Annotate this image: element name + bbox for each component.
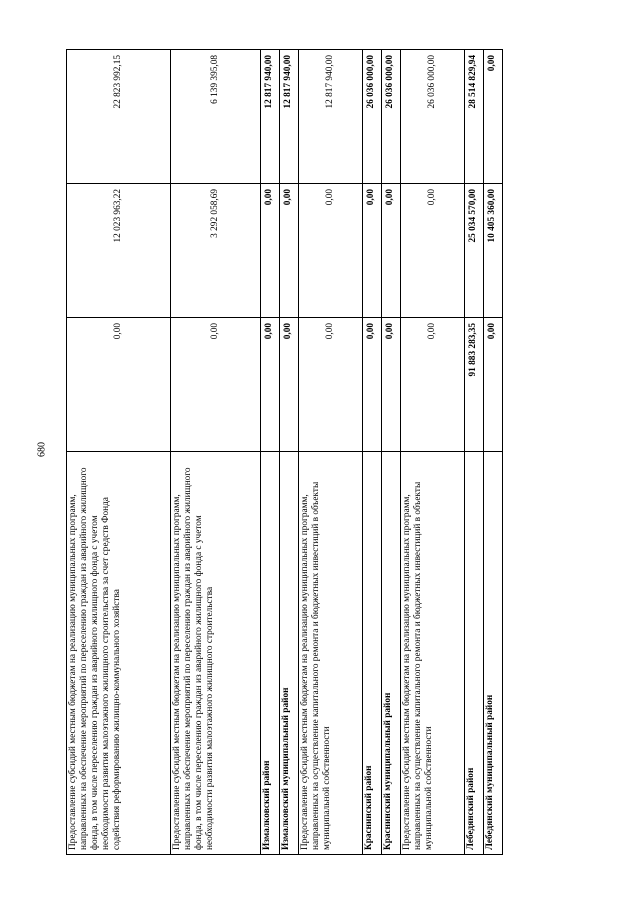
value-cell-1: 0,00 — [382, 318, 401, 452]
value-cell-1: 0,00 — [280, 318, 299, 452]
table-row — [382, 50, 401, 855]
value-cell-3: 12 817 940,00 — [299, 50, 363, 184]
table-row — [299, 50, 363, 855]
value-cell-1: 0,00 — [401, 318, 465, 452]
value-cell-1: 0,00 — [484, 318, 503, 452]
value-cell-3: 12 817 940,00 — [261, 50, 280, 184]
value-cell-2: 0,00 — [401, 184, 465, 318]
table-row — [484, 50, 503, 855]
value-cell-3: 28 514 829,94 — [465, 50, 484, 184]
row-name-cell: Измалковский район — [261, 452, 280, 855]
value-cell-2: 0,00 — [299, 184, 363, 318]
value-cell-2: 3 292 058,69 — [171, 184, 261, 318]
row-name-cell: Лебедянский район — [465, 452, 484, 855]
value-cell-3: 22 823 992,15 — [67, 50, 171, 184]
value-cell-2: 0,00 — [280, 184, 299, 318]
value-cell-3: 26 036 000,00 — [363, 50, 382, 184]
value-cell-2: 0,00 — [382, 184, 401, 318]
value-cell-3: 6 139 395,08 — [171, 50, 261, 184]
value-cell-2: 0,00 — [363, 184, 382, 318]
value-cell-1: 0,00 — [171, 318, 261, 452]
value-cell-3: 0,00 — [484, 50, 503, 184]
value-cell-1: 91 883 283,35 — [465, 318, 484, 452]
row-name-cell: Предоставление субсидий местным бюджетам на реализацию муниципальных программ, направленных на осуществление капитального ремонта и бюджетных инвестиций в объекты муниципальной собственности — [299, 452, 363, 855]
row-name-cell: Измалковский муниципальный район — [280, 452, 299, 855]
value-cell-2: 10 405 360,00 — [484, 184, 503, 318]
table-row — [67, 50, 171, 855]
value-cell-1: 0,00 — [67, 318, 171, 452]
table-row — [171, 50, 261, 855]
row-name-cell: Предоставление субсидий местным бюджетам на реализацию муниципальных программ, направленных на осуществление капитального ремонта и бюджетных инвестиций в объекты муниципальной собственности — [401, 452, 465, 855]
value-cell-2: 0,00 — [261, 184, 280, 318]
table-row — [465, 50, 484, 855]
row-name-cell: Краснинский район — [363, 452, 382, 855]
value-cell-1: 0,00 — [299, 318, 363, 452]
table-row — [363, 50, 382, 855]
row-name-cell: Лебедянский муниципальный район — [484, 452, 503, 855]
table-row — [280, 50, 299, 855]
value-cell-1: 0,00 — [363, 318, 382, 452]
value-cell-3: 26 036 000,00 — [401, 50, 465, 184]
value-cell-2: 25 034 570,00 — [465, 184, 484, 318]
value-cell-3: 26 036 000,00 — [382, 50, 401, 184]
value-cell-1: 0,00 — [261, 318, 280, 452]
budget-subsidies-table — [66, 49, 503, 855]
row-name-cell: Предоставление субсидий местным бюджетам на реализацию муниципальных программ, направленных на обеспечение мероприятий по переселению граждан из аварийного жилищного фонда, в том числе переселению граждан из аварийного жилищного фонда с учетом необходимости развития малоэтажного жилищного строительства за счет средств Фонда содействия реформированию жилищно-коммунального хозяйства — [67, 452, 171, 855]
table-row — [401, 50, 465, 855]
row-name-cell: Краснинский муниципальный район — [382, 452, 401, 855]
page-number: 680 — [36, 442, 48, 457]
table-row — [261, 50, 280, 855]
value-cell-3: 12 817 940,00 — [280, 50, 299, 184]
value-cell-2: 12 023 963,22 — [67, 184, 171, 318]
row-name-cell: Предоставление субсидий местным бюджетам на реализацию муниципальных программ, направленных на обеспечение мероприятий по переселению граждан из аварийного жилищного фонда, в том числе переселению граждан из аварийного жилищного фонда с учетом необходимости развития малоэтажного жилищного строительства — [171, 452, 261, 855]
